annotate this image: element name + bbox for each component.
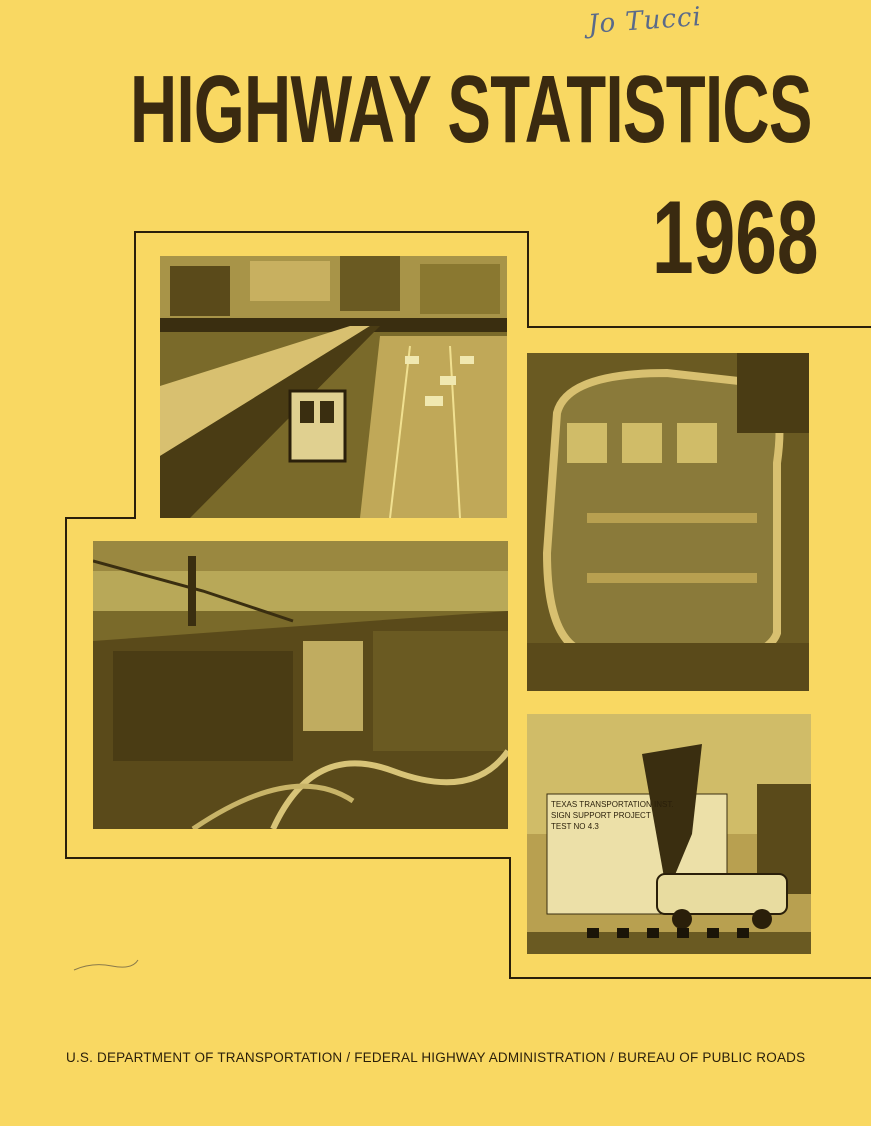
- photo-bridge-cityscape: [93, 541, 508, 829]
- sign-text-line-2: SIGN SUPPORT PROJECT: [551, 811, 651, 820]
- sign-text-line-1: TEXAS TRANSPORTATION INST.: [551, 800, 674, 809]
- pencil-mark: [72, 956, 142, 976]
- handwritten-signature: Jo Tucci: [587, 2, 703, 40]
- photo-sign-support-test: [527, 714, 811, 954]
- cover-title: HIGHWAY STATISTICS: [130, 56, 812, 163]
- cover-year: 1968: [652, 180, 819, 296]
- photo-rapid-transit-freeway: [160, 256, 507, 518]
- publisher-line: U.S. DEPARTMENT OF TRANSPORTATION / FEDERAL HIGHWAY ADMINISTRATION / BUREAU OF PUBLIC ROADS: [66, 1050, 806, 1065]
- sign-text-line-3: TEST NO 4.3: [551, 822, 599, 831]
- photo-aerial-highway-site: [527, 353, 809, 691]
